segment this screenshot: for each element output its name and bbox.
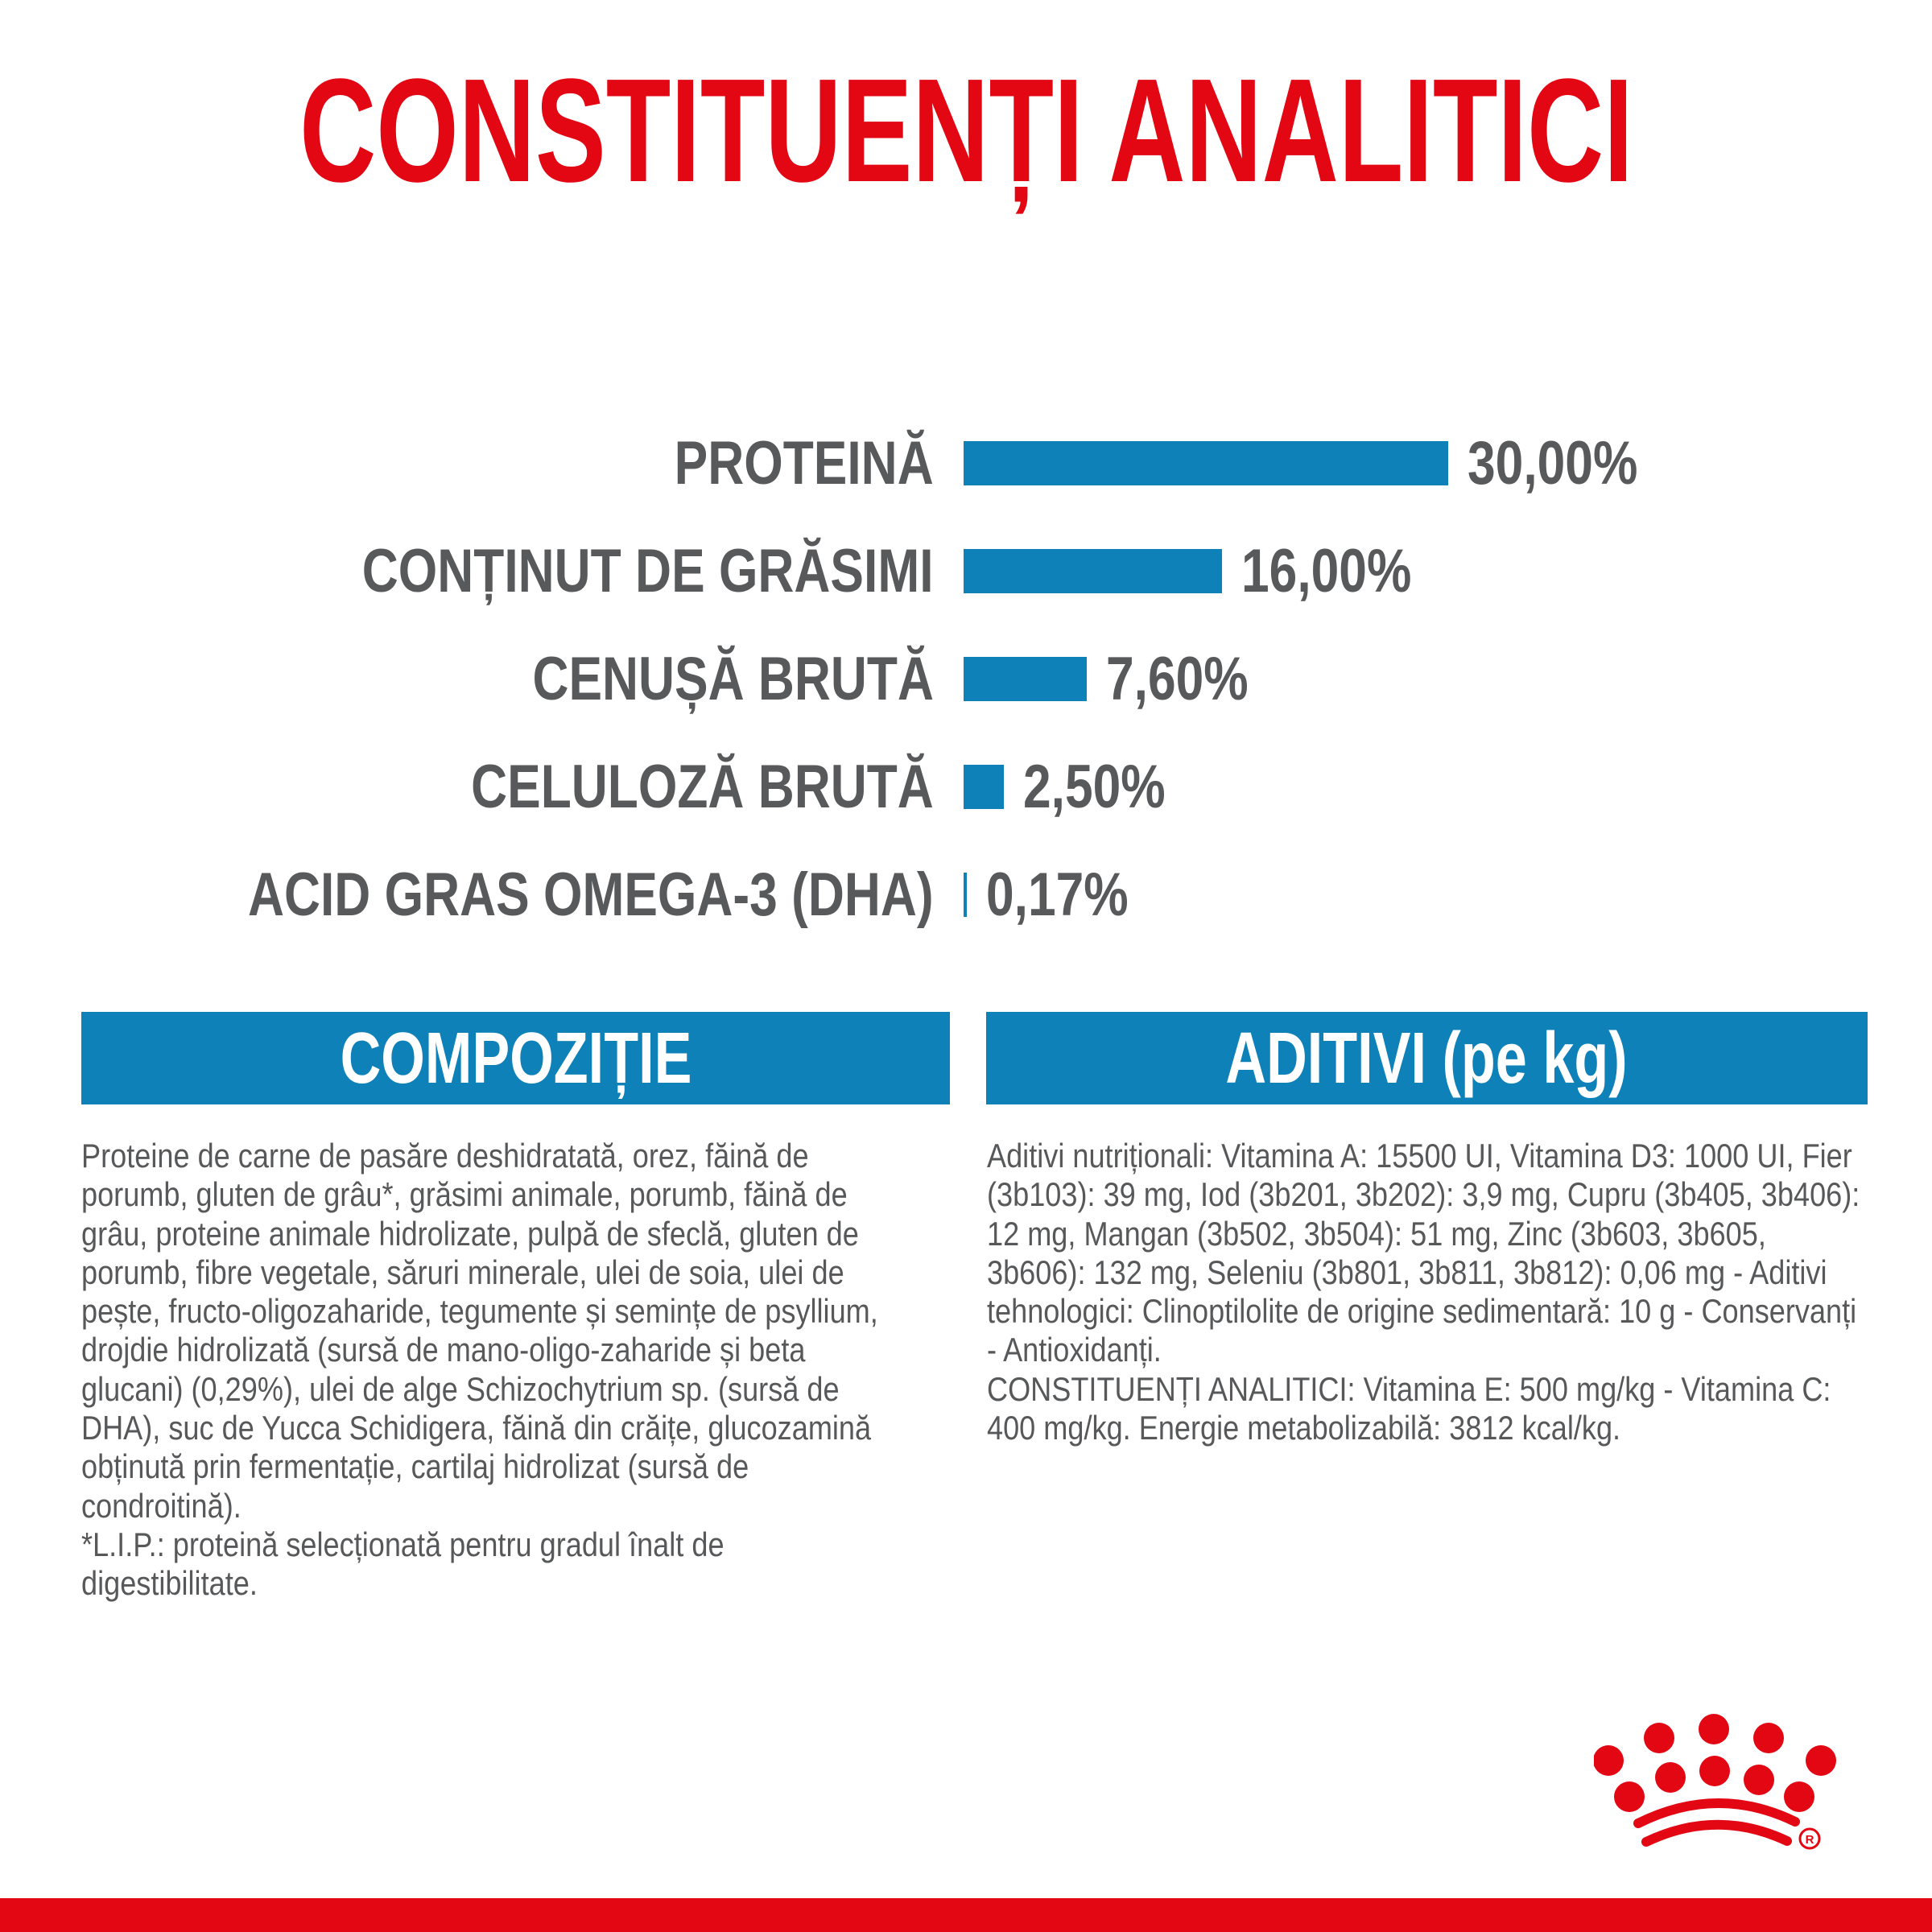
bar-value: 2,50%	[1023, 752, 1166, 821]
bar-label: CONȚINUT DE GRĂSIMI	[362, 536, 934, 605]
bar-value: 30,00%	[1468, 428, 1638, 497]
registered-trademark-icon	[1800, 1829, 1819, 1848]
bar	[964, 549, 1222, 593]
additives-header	[986, 1012, 1868, 1104]
svg-text:R: R	[1805, 1833, 1814, 1847]
page-title	[0, 47, 1932, 213]
chart-row	[80, 410, 1675, 517]
bar	[964, 657, 1087, 701]
chart-row	[80, 733, 1197, 840]
additives-header-label: ADITIVI (pe kg)	[1225, 1018, 1629, 1099]
bar-value: 16,00%	[1241, 536, 1412, 605]
crown-base-arcs	[1638, 1803, 1795, 1842]
bar-value: 7,60%	[1106, 644, 1249, 713]
chart-row	[80, 841, 1160, 948]
crown-dots	[1594, 1714, 1836, 1812]
composition-footnote: *L.I.P.: proteină selecționată pentru gradul înalt de digestibilitate.	[81, 1525, 724, 1603]
bar	[964, 765, 1004, 809]
composition-text	[81, 1137, 891, 1604]
bar-label: CENUȘĂ BRUTĂ	[532, 644, 934, 713]
additives-text	[987, 1137, 1870, 1447]
chart-row	[80, 518, 1449, 625]
bar-label: CELULOZĂ BRUTĂ	[471, 752, 934, 821]
bar	[964, 441, 1448, 485]
royal-canin-crown-logo	[1594, 1674, 1852, 1868]
composition-body: Proteine de carne de pasăre deshidratată, orez, făină de porumb, gluten de grâu*, grăsimi animale, porumb, făină de grâu, proteine animale hidrolizate, pulpă de sfeclă, gluten de porumb, fibre vegetale, săruri minerale, ulei de soia, ulei de pește, fructo-oligozaharide, tegumente și semințe de psyllium, drojdie hidrolizată (sursă de mano-oligo-zaharide și beta glucani) (0,29%), ulei de alge Schizochytrium sp. (sursă de DHA), suc de Yucca Schidigera, făină din crăițe, glucozamină obținută prin fermentație, cartilaj hidrolizat (sursă de condroitină).	[81, 1137, 878, 1525]
bar-value: 0,17%	[986, 860, 1129, 929]
composition-header	[81, 1012, 950, 1104]
page-title-text: CONSTITUENȚI ANALITICI	[299, 47, 1633, 213]
additives-analytical: CONSTITUENȚI ANALITICI: Vitamina E: 500 mg/kg - Vitamina C: 400 mg/kg. Energie metabolizabilă: 3812 kcal/kg.	[987, 1369, 1831, 1447]
composition-header-label: COMPOZIȚIE	[340, 1018, 691, 1099]
footer-red-band	[0, 1898, 1932, 1932]
bar-label: ACID GRAS OMEGA-3 (DHA)	[248, 860, 934, 929]
bar-label: PROTEINĂ	[674, 428, 934, 497]
additives-body: Aditivi nutriționali: Vitamina A: 15500 UI, Vitamina D3: 1000 UI, Fier (3b103): 39 mg, Iod (3b201, 3b202): 3,9 mg, Cupru (3b405, 3b406): 12 mg, Mangan (3b502, 3b504): 51 mg, Zinc (3b603, 3b605, 3b606): 132 mg, Seleniu (3b801, 3b811, 3b812): 0,06 mg - Aditivi tehnologici: Clinoptilolite de origine sedimentară: 10 g - Conservanți - Antioxidanți.	[987, 1137, 1860, 1369]
chart-row	[80, 625, 1280, 733]
bar	[964, 873, 967, 917]
